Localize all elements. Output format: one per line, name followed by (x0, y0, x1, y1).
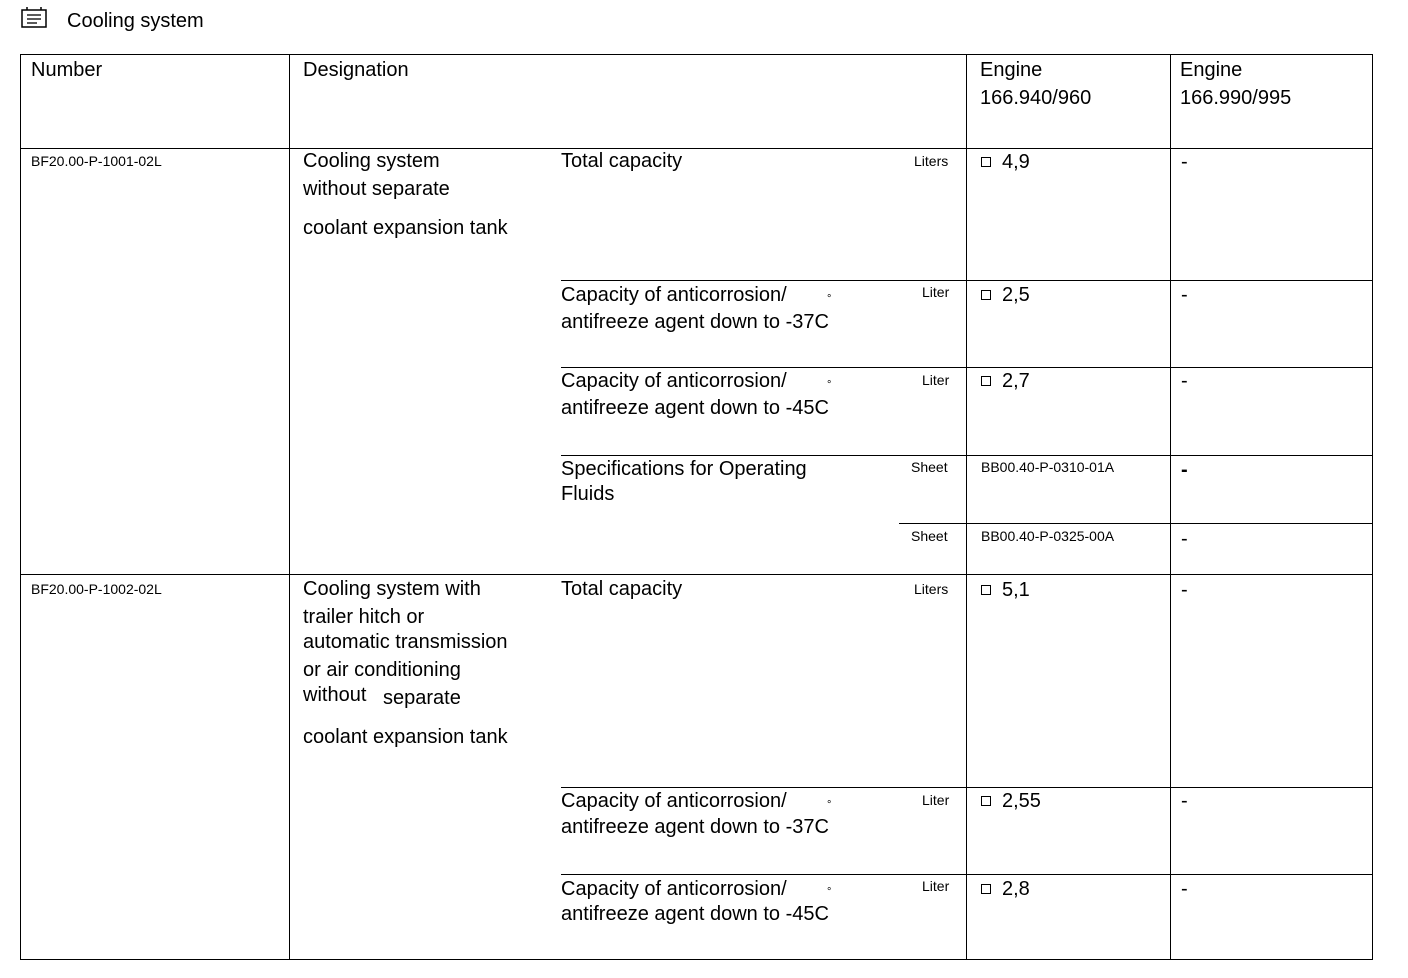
row1-item2-other: - (1181, 284, 1188, 306)
row2-item2-label-line2: antifreeze agent down to -37C (561, 816, 829, 838)
degree-symbol: ° (827, 799, 832, 811)
row1-designation-line2: without separate (303, 178, 450, 200)
manual-book-icon (21, 6, 47, 28)
degree-symbol: ° (827, 379, 832, 391)
row2-item2-label-line1: Capacity of anticorrosion/ (561, 790, 787, 812)
checkbox-icon (981, 796, 991, 806)
row1-item1-unit: Liters (914, 153, 949, 169)
row1-item4-other: - (1181, 459, 1188, 481)
row2-designation-line6: coolant expansion tank (303, 726, 508, 748)
row1-designation-line3: coolant expansion tank (303, 217, 508, 239)
row2-item3-label-line1: Capacity of anticorrosion/ (561, 878, 787, 900)
row1-item4-label-line1: Specifications for Operating (561, 458, 807, 480)
row2-designation-line5b: separate (383, 687, 461, 709)
row2-item1-value: 5,1 (1002, 579, 1030, 601)
row2-designation-line5a: without (303, 684, 367, 706)
row1-item5-unit: Sheet (911, 528, 948, 544)
header-engine-2-label: Engine (1180, 59, 1243, 81)
row2-designation-line1: Cooling system with (303, 578, 481, 600)
row1-designation-line1: Cooling system (303, 150, 440, 172)
row2-item3-unit: Liter (922, 878, 950, 894)
row2-designation-line2: trailer hitch or (303, 606, 425, 628)
row1-item1-label: Total capacity (561, 150, 683, 172)
checkbox-icon (981, 585, 991, 595)
checkbox-icon (981, 376, 991, 386)
row1-item1-value: 4,9 (1002, 151, 1030, 173)
row1-item5-other: - (1181, 528, 1188, 550)
row2-item2-value-cell (981, 790, 1041, 813)
row1-item4-label-line2: Fluids (561, 483, 615, 505)
row2-number: BF20.00-P-1002-02L (31, 581, 162, 597)
degree-symbol: ° (827, 886, 832, 898)
row2-item3-other: - (1181, 878, 1188, 900)
row2-item1-value-cell (981, 579, 1030, 602)
row1-item2-label-line2: antifreeze agent down to -37C (561, 311, 829, 333)
row1-number: BF20.00-P-1001-02L (31, 153, 162, 169)
checkbox-icon (981, 157, 991, 167)
degree-symbol: ° (827, 293, 832, 305)
row2-item2-other: - (1181, 790, 1188, 812)
row2-item1-other: - (1181, 579, 1188, 601)
row1-item3-label-line1: Capacity of anticorrosion/ (561, 370, 787, 392)
row2-item2-unit: Liter (922, 792, 950, 808)
row2-item1-unit: Liters (914, 581, 949, 597)
row1-item1-other: - (1181, 151, 1188, 173)
checkbox-icon (981, 290, 991, 300)
header-engine-2-model: 166.990/995 (1180, 87, 1292, 109)
header-engine-1-label: Engine (980, 59, 1043, 81)
row1-item2-label-line1: Capacity of anticorrosion/ (561, 284, 787, 306)
row1-item3-value-cell (981, 370, 1030, 393)
row1-item3-label-line2: antifreeze agent down to -45C (561, 397, 829, 419)
row1-item4-unit: Sheet (911, 459, 948, 475)
row1-item3-other: - (1181, 370, 1188, 392)
page-title: Cooling system (67, 10, 204, 32)
row2-item3-value-cell (981, 878, 1030, 901)
row1-item4-value: BB00.40-P-0310-01A (981, 459, 1115, 475)
header-designation: Designation (303, 59, 409, 81)
header-number: Number (31, 59, 103, 81)
row1-item5-value: BB00.40-P-0325-00A (981, 528, 1115, 544)
row2-designation-line4: or air conditioning (303, 659, 461, 681)
row2-item2-value: 2,55 (1002, 790, 1041, 812)
row2-designation-line3: automatic transmission (303, 631, 508, 653)
row2-item3-label-line2: antifreeze agent down to -45C (561, 903, 829, 925)
row1-item2-value-cell (981, 284, 1030, 307)
row2-item3-value: 2,8 (1002, 878, 1030, 900)
row1-item1-value-cell (981, 151, 1030, 174)
row2-item1-label: Total capacity (561, 578, 683, 600)
checkbox-icon (981, 884, 991, 894)
header-engine-1-model: 166.940/960 (980, 87, 1092, 109)
row1-item3-unit: Liter (922, 372, 950, 388)
row1-item2-value: 2,5 (1002, 284, 1030, 306)
row1-item2-unit: Liter (922, 284, 950, 300)
row1-item3-value: 2,7 (1002, 370, 1030, 392)
